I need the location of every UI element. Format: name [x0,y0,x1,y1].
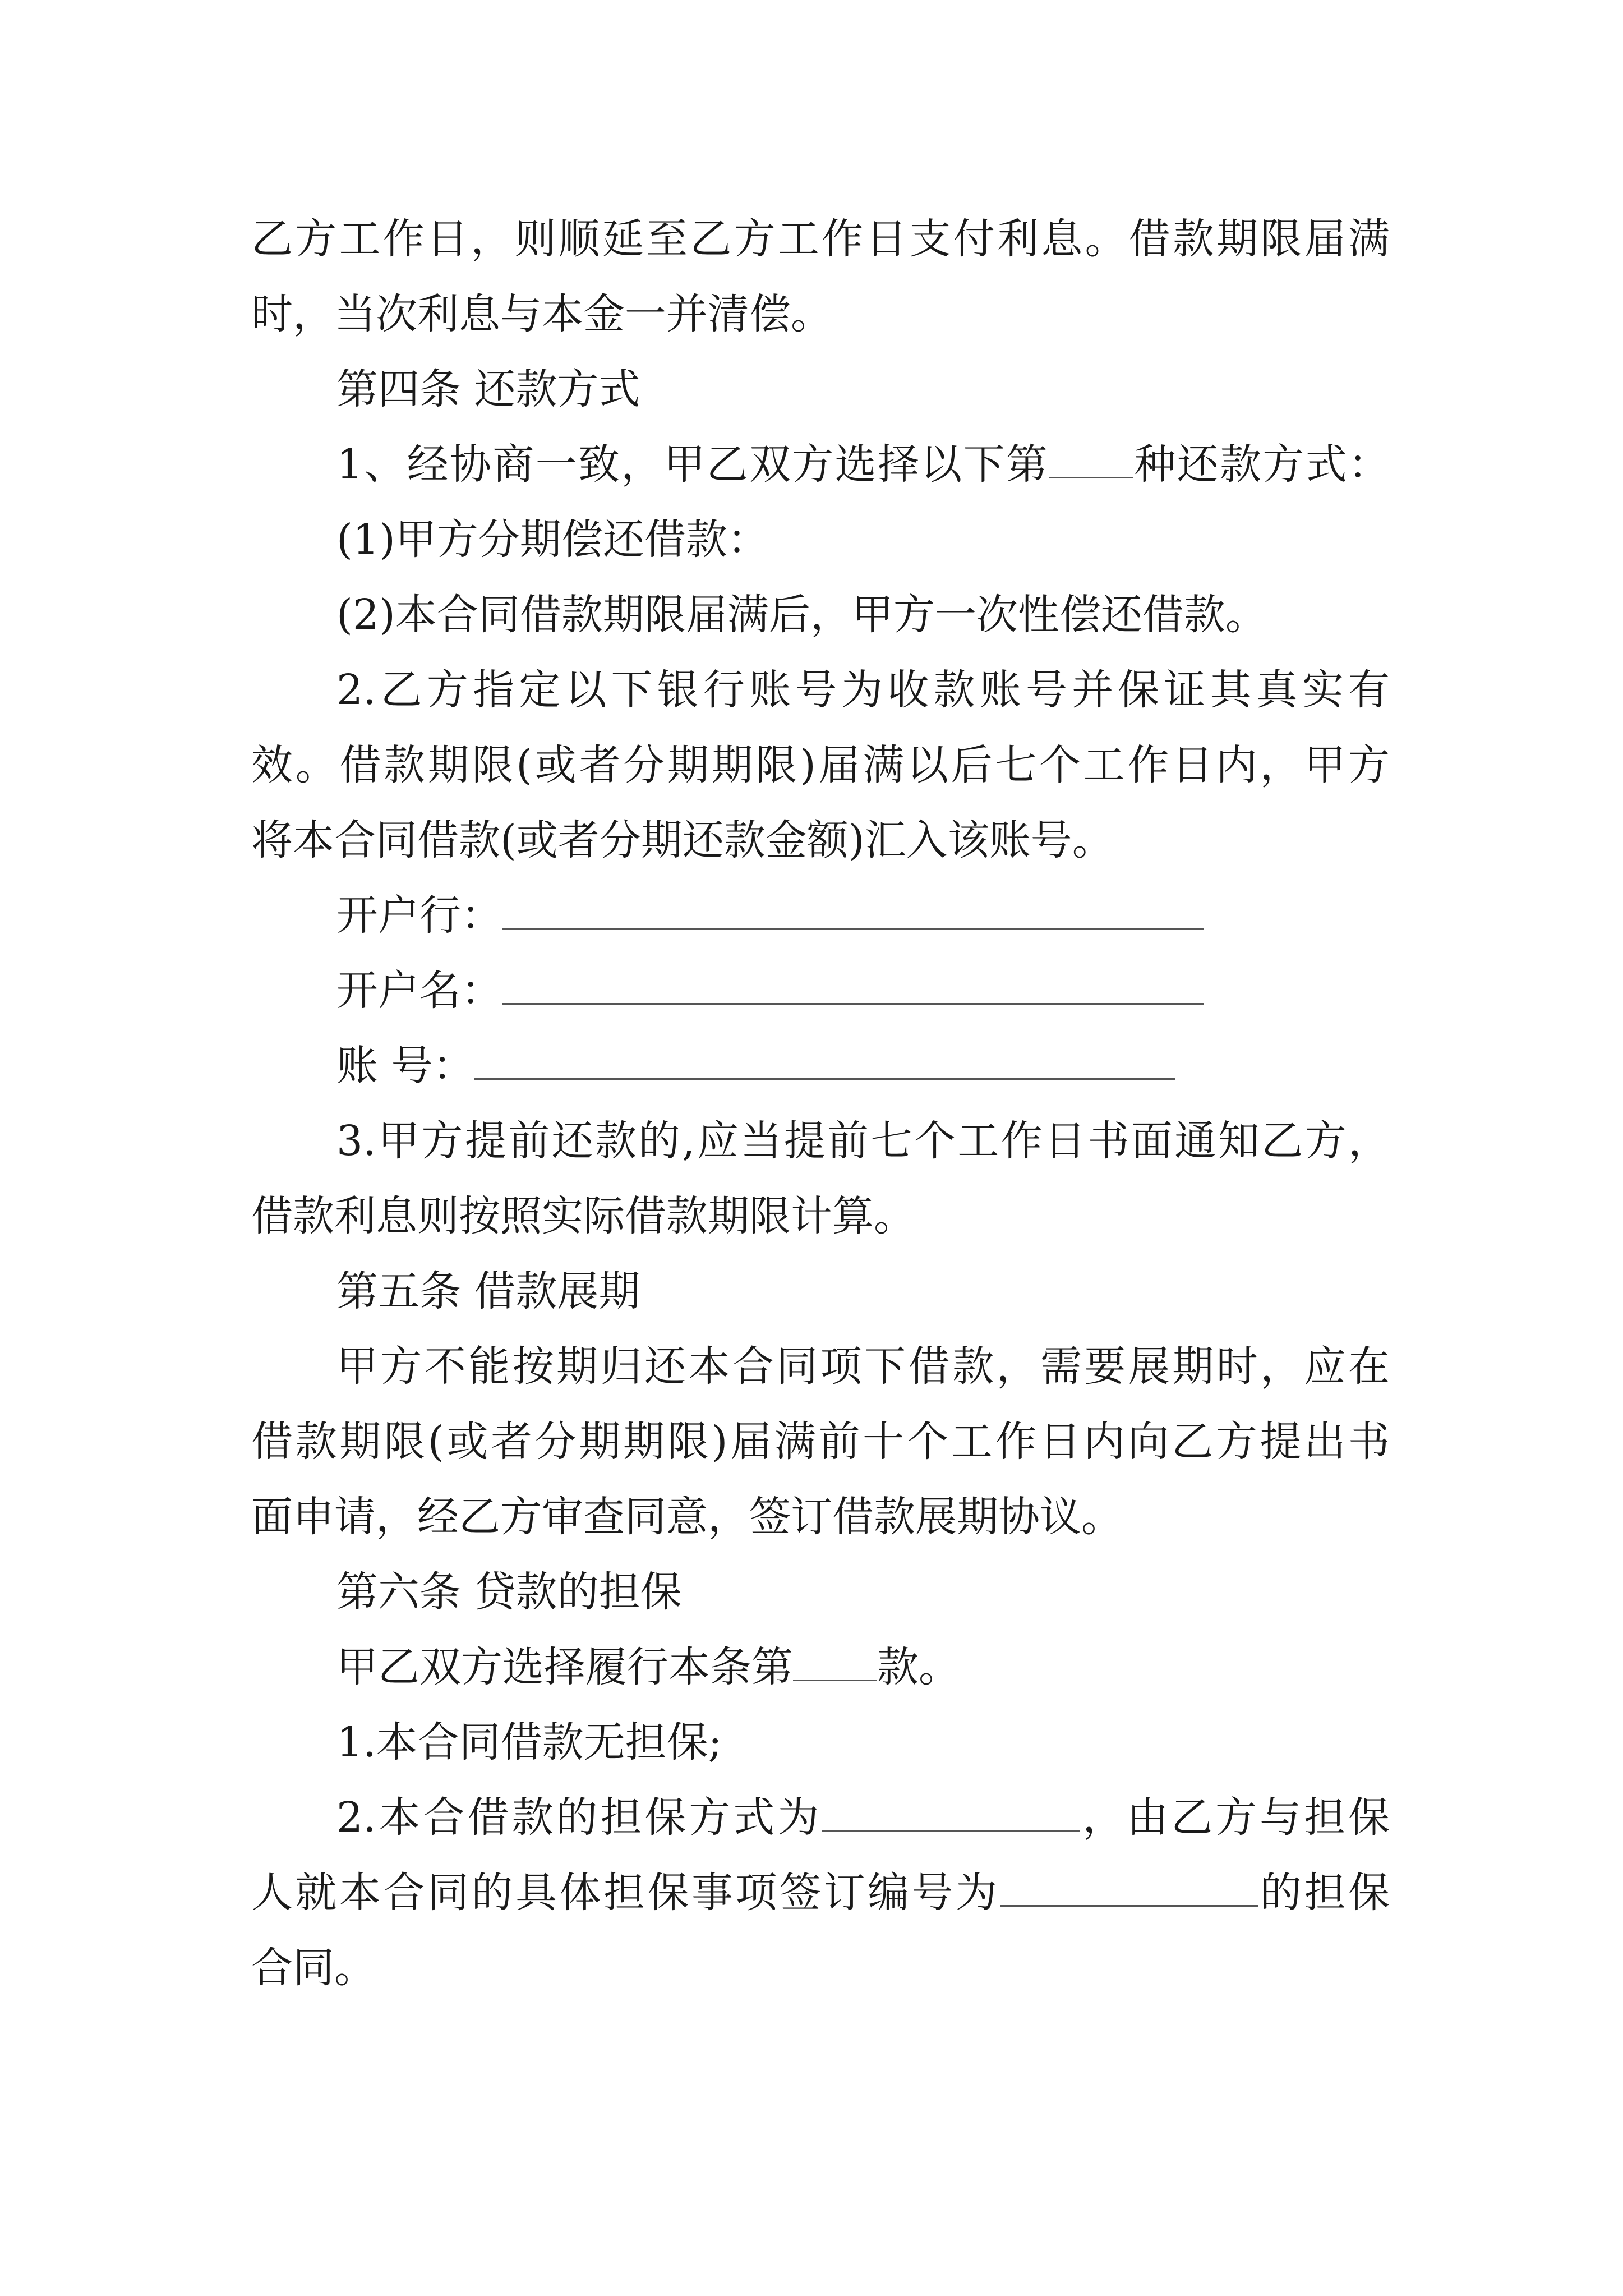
section-heading-5: 第五条 借款展期 [336,1267,640,1315]
paragraph-line: 效。借款期限(或者分期期限)届满以后七个工作日内，甲方 [251,741,1390,789]
account-number-blank[interactable] [474,1045,1175,1080]
paragraph-line: 甲方不能按期归还本合同项下借款，需要展期时，应在 [336,1342,1390,1391]
paragraph-line: 合同。 [251,1944,376,1992]
section-heading-6: 第六条 贷款的担保 [336,1568,682,1616]
list-item: (1)甲方分期偿还借款： [336,516,769,564]
paragraph-line [336,436,1390,493]
account-number-field [336,1038,1390,1094]
paragraph-line: 面申请，经乙方审查同意，签订借款展期协议。 [251,1493,1123,1541]
bank-name-label: 开户行： [336,891,502,940]
paragraph-line: 将本合同借款(或者分期还款金额)汇入该账号。 [251,816,1114,864]
text-segment: 的担保 [1257,1869,1390,1917]
account-number-label: 账 号： [336,1042,474,1090]
paragraph-line: 借款期限(或者分期期限)届满前十个工作日内向乙方提出书 [251,1418,1390,1466]
paragraph-line: 3.甲方提前还款的,应当提前七个工作日书面通知乙方， [336,1117,1390,1165]
account-name-label: 开户名： [336,967,502,1015]
text-segment: ，由乙方与担保 [1080,1793,1390,1842]
paragraph-line: 乙方工作日，则顺延至乙方工作日支付利息。借款期限届满 [251,215,1390,263]
contract-number-blank[interactable] [1000,1871,1258,1907]
account-name-blank[interactable] [502,969,1204,1005]
bank-name-field [336,887,1390,944]
paragraph-line [336,1789,1390,1846]
list-item: 1.本合同借款无担保; [336,1718,722,1766]
text-segment: 2.本合借款的担保方式为 [336,1793,822,1842]
blank-field[interactable] [1049,443,1133,478]
paragraph-line: 时，当次利息与本金一并清偿。 [251,290,832,338]
blank-field[interactable] [793,1646,877,1681]
paragraph-line: 2.乙方指定以下银行账号为收款账号并保证其真实有 [336,666,1390,714]
list-item: (2)本合同借款期限届满后，甲方一次性偿还借款。 [336,591,1267,639]
bank-name-blank[interactable] [502,894,1204,930]
guarantee-method-blank[interactable] [822,1796,1080,1832]
paragraph-line [251,1865,1390,1921]
paragraph-line: 借款利息则按照实际借款期限计算。 [251,1192,915,1240]
account-name-field [336,963,1390,1019]
text-segment: 款。 [877,1643,960,1691]
section-heading-4: 第四条 还款方式 [336,365,640,413]
text-segment: 甲乙双方选择履行本条第 [336,1643,793,1691]
text-segment: 1、经协商一致，甲乙双方选择以下第 [336,440,1049,489]
text-segment: 种还款方式： [1133,440,1390,489]
text-segment: 人就本合同的具体担保事项签订编号为 [251,1869,1000,1917]
paragraph-line [336,1639,1390,1695]
